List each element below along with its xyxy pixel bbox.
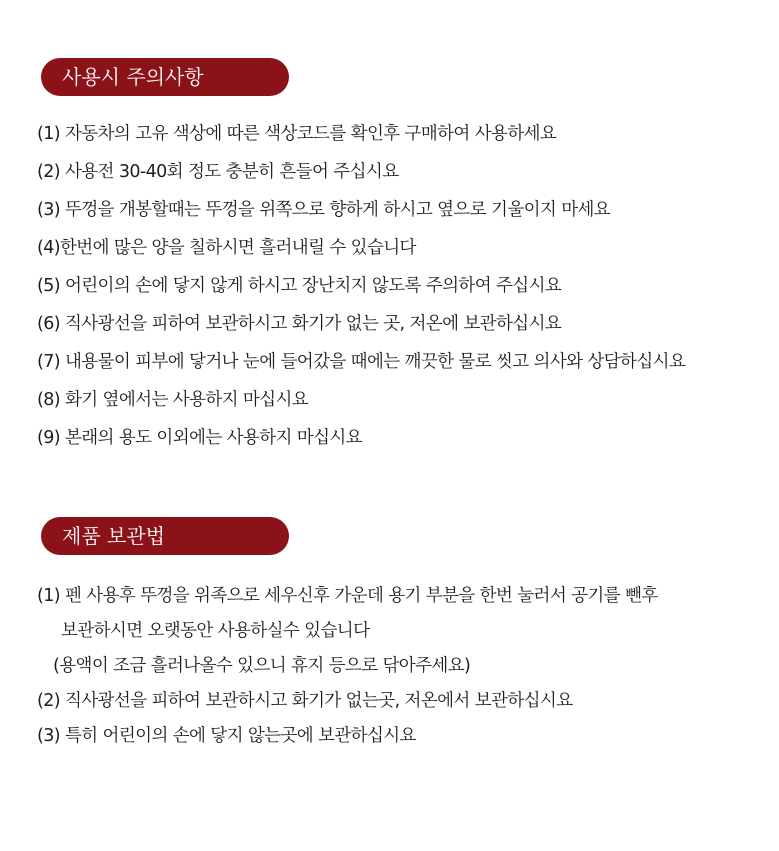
list-item: (3) 뚜껑을 개봉할때는 뚜껑을 위쪽으로 향하게 하시고 옆으로 기울이지 마세요 (37, 200, 611, 220)
storage-method-heading: 제품 보관법 (41, 517, 289, 555)
list-item: (2) 사용전 30-40회 정도 충분히 흔들어 주십시요 (37, 162, 399, 182)
list-item: (9) 본래의 용도 이외에는 사용하지 마십시요 (37, 428, 362, 448)
usage-precautions-heading: 사용시 주의사항 (41, 58, 289, 96)
list-item: (8) 화기 옆에서는 사용하지 마십시요 (37, 390, 309, 410)
storage-method-list (37, 579, 658, 754)
list-item-note: (용액이 조금 흘러나올수 있으니 휴지 등으로 닦아주세요) (53, 656, 471, 676)
usage-precautions-list (37, 115, 685, 457)
list-item-continuation: 보관하시면 오랫동안 사용하실수 있습니다 (61, 621, 370, 641)
list-item: (7) 내용물이 피부에 닿거나 눈에 들어갔을 때에는 깨끗한 물로 씻고 의사와 상담하십시요 (37, 352, 686, 372)
list-item: (6) 직사광선을 피하여 보관하시고 화기가 없는 곳, 저온에 보관하십시요 (37, 314, 562, 334)
list-item: (1) 펜 사용후 뚜껑을 위족으로 세우신후 가운데 용기 부분을 한번 눌러서 공기를 뺀후 (37, 586, 658, 606)
list-item: (4)한번에 많은 양을 칠하시면 흘러내릴 수 있습니다 (37, 238, 416, 258)
list-item: (2) 직사광선을 피하여 보관하시고 화기가 없는곳, 저온에서 보관하십시요 (37, 691, 573, 711)
list-item: (5) 어린이의 손에 닿지 않게 하시고 장난치지 않도록 주의하여 주십시요 (37, 276, 562, 296)
list-item: (3) 특히 어린이의 손에 닿지 않는곳에 보관하십시요 (37, 726, 416, 746)
list-item: (1) 자동차의 고유 색상에 따른 색상코드를 확인후 구매하여 사용하세요 (37, 124, 557, 144)
